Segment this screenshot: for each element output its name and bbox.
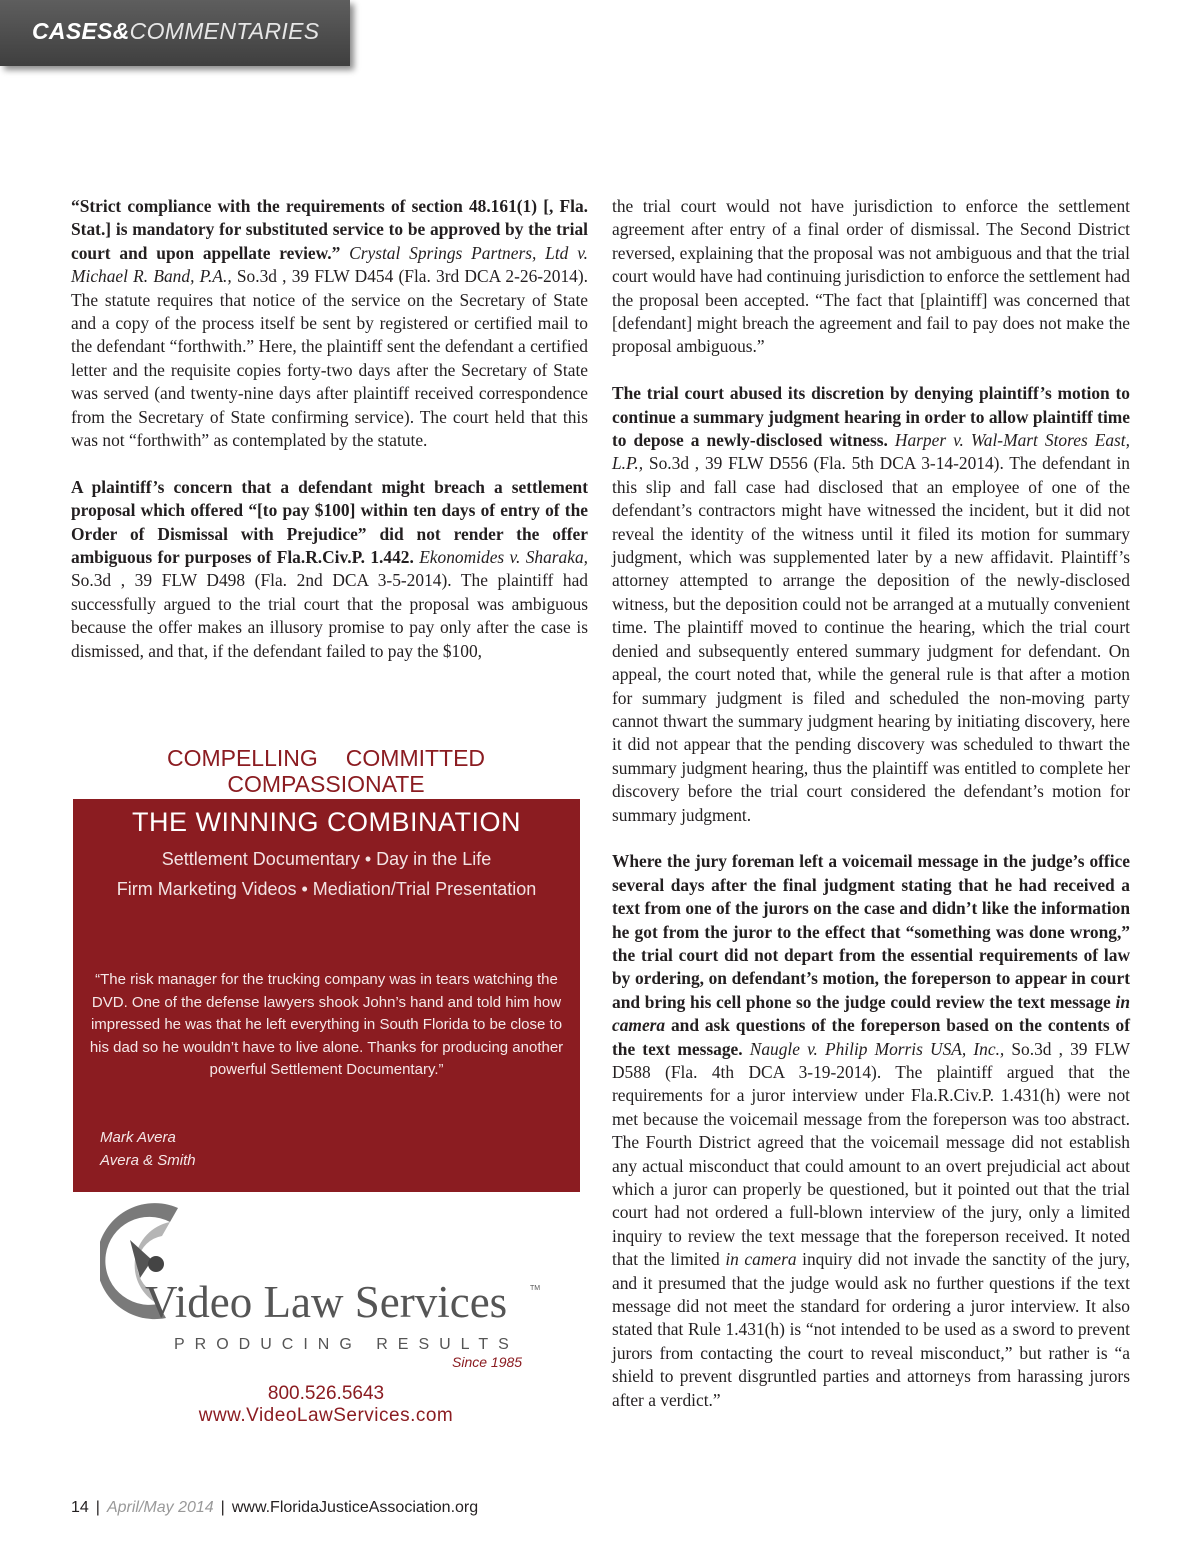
company-name: Video Law Services	[145, 1277, 508, 1327]
article-right-column	[612, 195, 1130, 1435]
case-citation-name: Crystal Springs Partners, Ltd v. Michael R. Band, P.A.,	[71, 242, 588, 287]
case-summary-ekonomides	[71, 476, 588, 663]
trademark-mark: TM	[530, 1285, 541, 1292]
footer-separator: |	[95, 1499, 100, 1516]
case-holding-heading: “Strict compliance with the requirements of section 48.161(1) [, Fla. Stat.] is mandatory for substituted service to be approved by the trial court and upon appellate review.”	[71, 196, 588, 263]
case-holding-heading: The trial court abused its discretion by denying plaintiff’s motion to continue a summary judgment hearing in order to allow plaintiff time to depose a newly-disclosed witness.	[612, 383, 1130, 451]
section-header-bold: CASES&	[32, 18, 130, 44]
case-summary-body: So.3d , 39 FLW D556 (Fla. 5th DCA 3-14-2014). The defendant in this slip and fall case had disclosed that an employee of one of the defendant’s contractors might have witnessed the incident, but it did not reveal the identity of the witness until it filed its motion for summary judgment, which was supplemented later by a new affidavit. Plaintiff’s attorney attempted to arrange the deposition of the newly-disclosed witness, but the deposition could not be arranged at a mutually convenient time. The plaintiff moved to continue the hearing, which the trial court denied and subsequently entered summary judgment for defendant. On appeal, the court noted that, while the general rule is that after a motion for summary judgment is filed and scheduled the non-moving party cannot thwart the summary judgment hearing by initiating discovery, here it did not appear that the pending discovery was scheduled to thwart the summary judgment hearing, thus the plaintiff was entitled to complete her discovery before the trial court considered the defendant’s motion for summary judgment.	[612, 453, 1130, 825]
page-footer	[71, 1499, 478, 1517]
ad-title: THE WINNING COMBINATION	[132, 807, 521, 837]
page-number: 14	[71, 1499, 89, 1516]
ad-headline	[74, 745, 578, 797]
company-phone: 800.526.5643	[267, 1383, 385, 1404]
case-holding-heading: A plaintiff’s concern that a defendant might breach a settlement proposal which offered “[to pay $100] within ten days of entry of the Order of Dismissal with Prejudice” did not render the offer ambiguous for purposes of Fla.R.Civ.P. 1.442.	[71, 476, 588, 568]
case-summary-body: So.3d , 39 FLW D454 (Fla. 3rd DCA 2-26-2014). The statute requires that notice of the service on the Secretary of State and a copy of the process itself be sent by registered or certified mail to the defendant “forthwith.” Here, the plaintiff sent the defendant a certified letter and the requisite copies forty-two days after the Secretary of State was served (and twenty-nine days after plaintiff received correspondence from the Secretary of State confirming service). The court held that this was not “forthwith” as contemplated by the statute.	[71, 266, 588, 451]
case-summary-naugle	[612, 850, 1130, 1412]
case-summary-body-b: inquiry did not invade the sanctity of the jury, and it presumed that the judge would ask no further questions if the text message did not meet the standard for ordering a juror interview. It also stated that Rule 1.431(h) is “not intended to be used as a sword to prevent jurors from contacting the court to reveal misconduct,” but rather is “a shield to prevent disgruntled parties and attorneys from harassing jurors after a verdict.”	[612, 1249, 1130, 1410]
company-since: Since 1985	[452, 1354, 523, 1370]
footer-url: www.FloridaJusticeAssociation.org	[231, 1499, 479, 1516]
ad-headline-line1	[74, 745, 578, 771]
case-summary-ekonomides-continued: the trial court would not have jurisdiction to enforce the settlement agreement after entry of a final order of dismissal. The Second District reversed, explaining that the proposal was not ambiguous and that the trial court would have had continuing jurisdiction to enforce the settlement had the proposal been accepted. “The fact that [plaintiff] was concerned that [defendant] might breach the agreement and fail to pay does not make the proposal ambiguous.”	[612, 196, 1130, 357]
company-tagline: PRODUCING RESULTS	[174, 1336, 519, 1353]
section-header-tab	[0, 0, 350, 66]
case-summary-body-a: So.3d , 39 FLW D588 (Fla. 4th DCA 3-19-2014). The plaintiff argued that the requirements for a juror interview under Fla.R.Civ.P. 1.431(h) were not met because the voicemail message from the foreperson was too abstract. The Fourth District agreed that the voicemail message did not establish any actual misconduct that could amount to an overt prejudicial act about which a juror can properly be questioned, but it pointed out that the trial court had not ordered a full-blown interview of the jury, only a limited inquiry to review the text message that the foreperson received. It noted that the limited	[612, 1038, 1130, 1270]
case-holding-heading	[612, 851, 1130, 1058]
case-summary-in-camera: in camera	[725, 1249, 797, 1270]
company-website: www.VideoLawServices.com	[198, 1405, 454, 1426]
ad-attribution-firm: Avera & Smith	[100, 1152, 196, 1169]
case-citation-name: Harper v. Wal-Mart Stores East, L.P.,	[612, 430, 1130, 474]
case-summary-crystal-springs	[71, 195, 588, 452]
holding-text-part-a: Where the jury foreman left a voicemail message in the judge’s office several days after the final judgment stating that he had received a text from one of the jurors on the case and didn’t like the information he got from the juror to the effect that “something was done wrong,” the trial court did not depart from the essential requirements of law by ordering, on defendant’s motion, the foreperson to appear in court and bring his cell phone so the judge could review the text message	[612, 851, 1130, 1012]
ad-headline-compassionate: COMPASSIONATE	[227, 771, 425, 797]
holding-text-in-camera: in camera	[612, 991, 1130, 1036]
issue-date: April/May 2014	[106, 1499, 214, 1516]
ad-testimonial-quote: “The risk manager for the trucking company was in tears watching the DVD. One of the defense lawyers shook John’s hand and told him how impressed he was that he left everything in South Florida to be close to his dad so he wouldn’t have to live alone. Thanks for producing another powerful Settlement Documentary.”	[89, 971, 564, 1078]
ad-headline-committed: COMMITTED	[345, 745, 486, 771]
ad-attribution-name: Mark Avera	[100, 1129, 176, 1146]
ad-services-line2: Firm Marketing Videos • Mediation/Trial Presentation	[116, 879, 537, 899]
holding-text-part-b: and ask questions of the foreperson based on the contents of the text message.	[612, 1015, 1130, 1059]
case-summary-body: So.3d , 39 FLW D498 (Fla. 2nd DCA 3-5-2014). The plaintiff had successfully argued to the trial court that the proposal was ambiguous because the offer makes an illusory promise to pay only after the case is dismissed, and that, if the defendant failed to pay the $100,	[71, 570, 588, 661]
ad-services-line1: Settlement Documentary • Day in the Life	[161, 849, 492, 869]
footer-separator: |	[220, 1499, 225, 1516]
case-citation-name: Naugle v. Philip Morris USA, Inc.,	[749, 1038, 1005, 1059]
case-summary-harper	[612, 382, 1130, 827]
ad-headline-compelling: COMPELLING	[166, 745, 318, 771]
case-citation-name: Ekonomides v. Sharaka,	[419, 547, 589, 568]
advertisement-box	[73, 799, 580, 1192]
article-left-column	[71, 195, 588, 687]
section-header-regular: COMMENTARIES	[129, 18, 320, 44]
section-header-label	[32, 18, 319, 45]
